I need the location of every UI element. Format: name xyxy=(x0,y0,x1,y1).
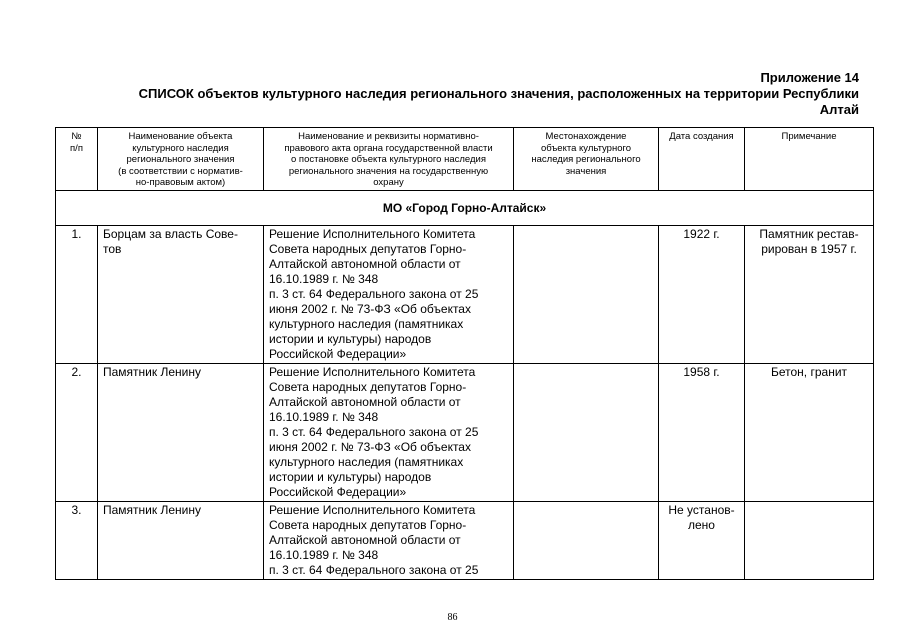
object-location xyxy=(514,364,659,502)
object-note: Памятник рестав- рирован в 1957 г. xyxy=(745,226,874,364)
section-row xyxy=(56,191,874,226)
row-number: 1. xyxy=(56,226,98,364)
document-title xyxy=(60,86,859,118)
page-number: 86 xyxy=(447,612,458,623)
table-row xyxy=(56,502,874,580)
column-header-note: Примечание xyxy=(745,128,874,191)
creation-date: 1922 г. xyxy=(659,226,745,364)
object-name: Памятник Ленину xyxy=(98,364,264,502)
object-name: Памятник Ленину xyxy=(98,502,264,580)
document-title-line: Алтай xyxy=(819,102,859,117)
column-header-object-name: Наименование объекта культурного наследия регионального значения (в соответствии с норматив- но-правовым актом) xyxy=(98,128,264,191)
column-header-date: Дата создания xyxy=(659,128,745,191)
section-title: МО «Город Горно-Алтайск» xyxy=(56,191,874,226)
legal-act: Решение Исполнительного Комитета Совета народных депутатов Горно- Алтайской автономной области от 16.10.1989 г. № 348 п. 3 ст. 64 Федерального закона от 25 xyxy=(264,502,514,580)
object-location xyxy=(514,226,659,364)
row-number: 3. xyxy=(56,502,98,580)
table-row xyxy=(56,226,874,364)
legal-act: Решение Исполнительного Комитета Совета народных депутатов Горно- Алтайской автономной области от 16.10.1989 г. № 348 п. 3 ст. 64 Федерального закона от 25 июня 2002 г. № 73-ФЗ «Об объектах культурного наследия (памятниках истории и культуры) народов Российской Федерации» xyxy=(264,226,514,364)
object-name: Борцам за власть Сове- тов xyxy=(98,226,264,364)
table-header-row xyxy=(56,128,874,191)
table-row xyxy=(56,364,874,502)
creation-date: 1958 г. xyxy=(659,364,745,502)
column-header-location: Местонахождение объекта культурного наследия регионального значения xyxy=(514,128,659,191)
heritage-objects-table xyxy=(55,127,874,580)
creation-date: Не установ- лено xyxy=(659,502,745,580)
object-location xyxy=(514,502,659,580)
legal-act: Решение Исполнительного Комитета Совета народных депутатов Горно- Алтайской автономной области от 16.10.1989 г. № 348 п. 3 ст. 64 Федерального закона от 25 июня 2002 г. № 73-ФЗ «Об объектах культурного наследия (памятниках истории и культуры) народов Российской Федерации» xyxy=(264,364,514,502)
column-header-number: № п/п xyxy=(56,128,98,191)
document-title-line: СПИСОК объектов культурного наследия регионального значения, расположенных на территории Республики xyxy=(138,86,859,101)
row-number: 2. xyxy=(56,364,98,502)
appendix-label: Приложение 14 xyxy=(760,70,859,85)
object-note: Бетон, гранит xyxy=(745,364,874,502)
object-note xyxy=(745,502,874,580)
column-header-legal-act: Наименование и реквизиты нормативно- правового акта органа государственной власти о постановке объекта культурного наследия регионального значения на государственную охрану xyxy=(264,128,514,191)
